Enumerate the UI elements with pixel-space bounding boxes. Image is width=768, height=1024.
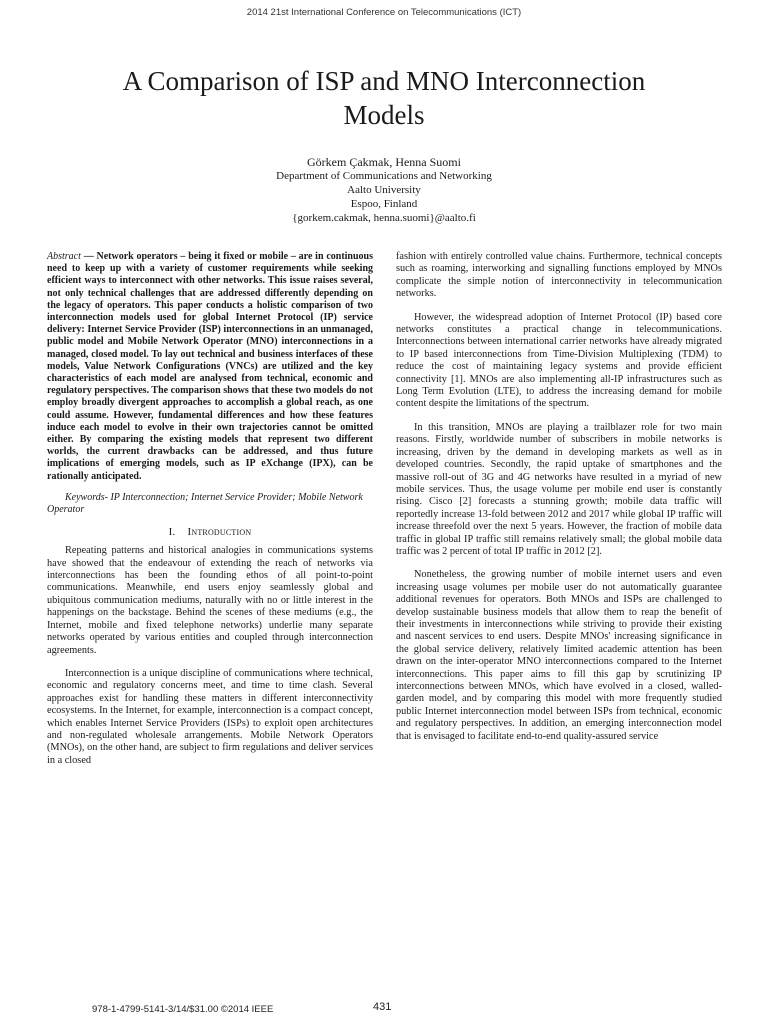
body-paragraph: In this transition, MNOs are playing a trailblazer role for two main reasons. Firstly, worldwide number of subscribers in mobile networks is increasing, driven by the demand in developing markets as well as in developed countries. Secondly, the rapid uptake of smartphones and the massive roll-out of 3G and 4G networks have resulted in a myriad of new mobile services. Thus, the usage volume per mobile end user is constantly rising. Cisco [2] forecasts a stunning growth; mobile data traffic will reportedly increase 13-fold between 2012 and 2017 while global IP traffic will increase threefold over the next 5 years. However, the fraction of mobile data traffic in global IP traffic still remains relatively small; the global mobile data traffic was 2 percent of total IP traffic in 2012 [2].	[396, 421, 722, 557]
abstract-text: — Network operators – being it fixed or mobile – are in continuous need to keep up with a variety of customer requirements while seeking efficient ways to interconnect with other networks. This issue raises several, not only technical challenges that are addressed differently depending on the legacy of operators. This paper conducts a holistic comparison of two interconnection models used for global Internet Protocol (IP) service delivery: Internet Service Provider (ISP) interconnections in an unmanaged, public model and Mobile Network Operator (MNO) interconnections in a managed, closed model. To lay out technical and business interfaces of these models, Value Network Configurations (VNCs) are utilized and the key characteristics of each model are analysed from technical, economic and regulatory perspectives. The comparison shows that these two models do not employ broadly divergent approaches to accomplish a global reach, as one could assume. However, fundamental differences and how these features induce each model to evolve in their own trajectories cannot be omitted either. By comparing the existing models that represent two different worlds, the current drawbacks can be addressed, and thus future implications of emerging models, such as IP eXchange (IPX), can be rationally anticipated.	[47, 251, 373, 482]
affiliation	[0, 169, 768, 225]
abstract-label: Abstract	[47, 251, 81, 262]
affiliation-email: {gorkem.cakmak, henna.suomi}@aalto.fi	[292, 212, 476, 224]
affiliation-city: Espoo, Finland	[350, 198, 418, 210]
body-paragraph: Interconnection is a unique discipline of communications where technical, economic and regulatory concerns meet, and time to time clash. Several approaches exist for handling these matters in different interconnectivity ecosystems. In the Internet, for example, interconnection is a compact concept, which enables Internet Service Providers (ISPs) to exploit open architectures and non-regulated wholesale arrangements. Mobile Network Operators (MNOs), on the other hand, are subject to firm regulations and deliver services in a closed	[47, 667, 373, 766]
paper-title	[40, 64, 728, 132]
page-number: 431	[373, 1001, 392, 1013]
section-title: Introduction	[187, 526, 252, 539]
body-paragraph: Repeating patterns and historical analogies in communications systems have showed that the endeavour of extending the reach of networks via interconnections has been the founding ethos of all point-to-point communications. Meanwhile, end users enjoy seamlessly global and ubiquitous communication mediums, naturally with no or little interest in the happenings on the backstage. Behind the scenes of these mediums (e.g., the Internet, mobile and fixed telephone networks) underlie many separate networks operated by various entities and coupled through interconnection agreements.	[47, 545, 373, 656]
body-paragraph: However, the widespread adoption of Internet Protocol (IP) based core networks constitutes a practical change in telecommunications. Interconnections between international carrier networks have already migrated to IP based interconnections from Time-Division Multiplexing (TDM) to reduce the cost of maintaining legacy systems and provide efficient connectivity [1]. MNOs are also implementing all-IP infrastructures such as Long Term Evolution (LTE), to address the increasing demand for mobile content despite the limitations of the spectrum.	[396, 311, 722, 410]
body-paragraph: Nonetheless, the growing number of mobile internet users and even increasing usage volumes per mobile user do not automatically guarantee additional revenues for operators. Both MNOs and ISPs are challenged to develop sustainable business models that allow them to reap the benefit of their investments in interconnections while striving to provide their existing and nascent services to end users. Despite MNOs' increasing significance in the global service delivery, relatively limited academic attention has been drawn on the inter-operator MNO interconnections compared to the Internet interconnections. This paper aims to fill this gap by scrutinizing IP interconnections between MNOs, which have evolved in a closed, walled-garden model, and by comparing this model with more frequently studied public Internet interconnection model between ISPs from technical, economic and regulatory perspectives. In addition, an emerging interconnection model that is envisaged to facilitate end-to-end quality-assured service	[396, 569, 722, 742]
abstract-paragraph	[47, 251, 373, 483]
body-paragraph: fashion with entirely controlled value chains. Furthermore, technical concepts such as roaming, interworking and signalling functions employed by MNOs complicate the simple notion of interconnectivity in telecommunication networks.	[396, 251, 722, 300]
section-number: I.	[168, 526, 176, 539]
affiliation-university: Aalto University	[347, 184, 421, 196]
left-column	[47, 251, 373, 767]
section-heading-introduction	[47, 526, 373, 538]
title-line-2: Models	[343, 100, 425, 130]
title-line-1: A Comparison of ISP and MNO Interconnection	[122, 66, 646, 96]
conference-header: 2014 21st International Conference on Telecommunications (ICT)	[246, 7, 522, 18]
right-column	[396, 251, 722, 743]
authors: Görkem Çakmak, Henna Suomi	[307, 155, 461, 169]
footer-isbn: 978-1-4799-5141-3/14/$31.00 ©2014 IEEE	[92, 1004, 274, 1015]
abstract	[47, 251, 373, 483]
keywords: Keywords- IP Interconnection; Internet Service Provider; Mobile Network Operator	[47, 491, 363, 516]
affiliation-department: Department of Communications and Networking	[276, 170, 492, 182]
